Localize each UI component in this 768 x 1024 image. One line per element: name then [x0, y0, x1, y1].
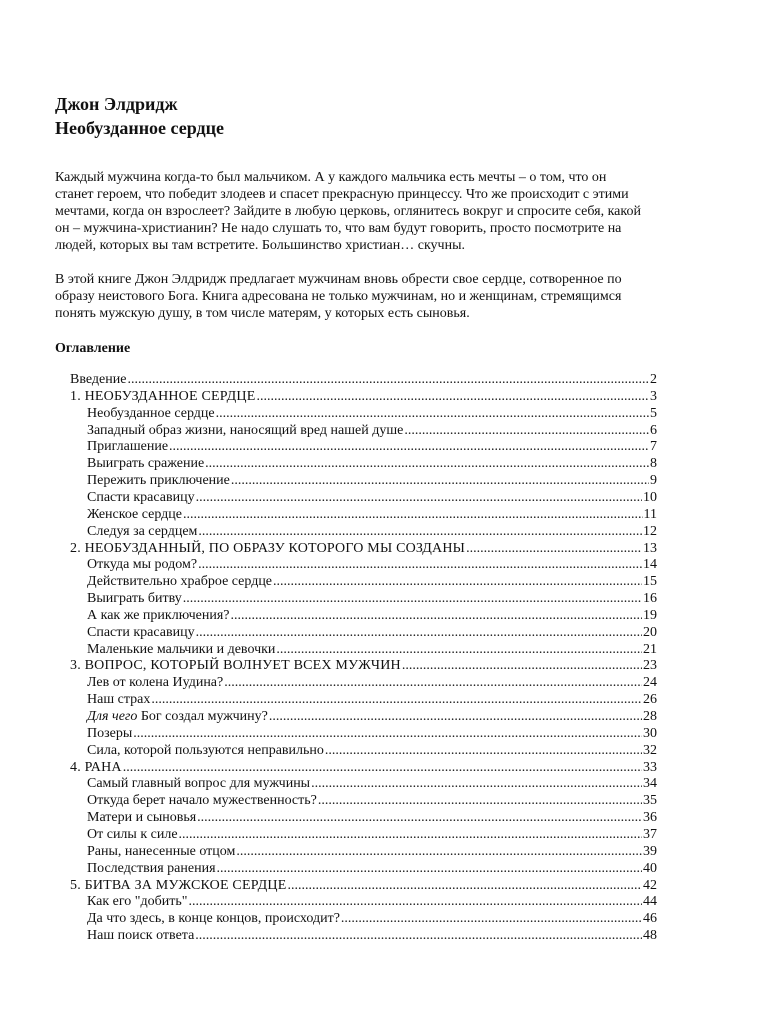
- toc-page-number: 46: [643, 911, 657, 927]
- toc-page-number: 10: [643, 489, 657, 505]
- toc-entry-label: Да что здесь, в конце концов, происходит?: [87, 911, 340, 927]
- toc-dot-leader: [195, 927, 642, 944]
- toc-entry[interactable]: [87, 792, 657, 809]
- toc-entry-label: Спасти красавицу: [87, 489, 195, 505]
- toc-page-number: 35: [643, 793, 657, 809]
- toc-dot-leader: [231, 607, 642, 624]
- toc-chapter-entry[interactable]: [70, 540, 657, 557]
- toc-entry-label: 1. НЕОБУЗДАННОЕ СЕРДЦЕ: [70, 388, 256, 404]
- toc-entry[interactable]: [87, 860, 657, 877]
- toc-page-number: 36: [643, 810, 657, 826]
- toc-entry[interactable]: [87, 826, 657, 843]
- toc-entry-label: Самый главный вопрос для мужчины: [87, 776, 311, 792]
- toc-entry[interactable]: [87, 742, 657, 759]
- toc-dot-leader: [188, 893, 642, 910]
- toc-page-number: 42: [643, 877, 657, 893]
- toc-entry-label: Откуда берет начало мужественность?: [87, 793, 317, 809]
- text-line: образу неистового Бога. Книга адресована не только мужчинам, но и женщинам, стремящимся: [55, 289, 622, 304]
- toc-dot-leader: [325, 742, 642, 759]
- toc-dot-leader: [231, 472, 649, 489]
- toc-entry-label: Как его "добить": [87, 894, 188, 910]
- toc-page-number: 16: [643, 591, 657, 607]
- toc-page-number: 28: [643, 709, 657, 724]
- toc-page-number: 39: [643, 843, 657, 859]
- intro-paragraph: [55, 169, 715, 254]
- toc-chapter-entry[interactable]: [70, 388, 657, 405]
- toc-chapter-entry[interactable]: [70, 877, 657, 894]
- toc-entry-emphasis: Для чего: [87, 709, 138, 724]
- toc-entry-label: Наш поиск ответа: [87, 928, 195, 944]
- toc-page-number: 21: [643, 641, 657, 657]
- toc-page-number: 20: [643, 624, 657, 640]
- toc-page-number: 34: [643, 776, 657, 792]
- toc-entry[interactable]: [87, 472, 657, 489]
- toc-heading: Оглавление: [55, 341, 131, 356]
- toc-entry[interactable]: [70, 371, 657, 388]
- toc-entry-label: Маленькие мальчики и девочки: [87, 641, 276, 657]
- toc-entry[interactable]: [87, 506, 657, 523]
- toc-page-number: 37: [643, 826, 657, 842]
- toc-page-number: 33: [643, 759, 657, 775]
- toc-entry-label: Введение: [70, 372, 127, 387]
- toc-entry-label: А как же приключения?: [87, 607, 230, 623]
- toc-entry[interactable]: [87, 708, 657, 725]
- toc-dot-leader: [183, 506, 643, 523]
- toc-dot-leader: [198, 556, 642, 573]
- toc-page-number: 8: [650, 456, 657, 472]
- text-line: он – мужчина-христианин? Не надо слушать то, что вам будут говорить, просто посмотрите на: [55, 221, 622, 236]
- toc-entry-label: Откуда мы родом?: [87, 557, 198, 573]
- text-line: Каждый мужчина когда-то был мальчиком. А у каждого мальчика есть мечты – о том, что он: [55, 170, 607, 185]
- toc-page-number: 30: [643, 725, 657, 741]
- toc-dot-leader: [151, 691, 642, 708]
- toc-entry-label: Необузданное сердце: [87, 405, 215, 421]
- toc-entry[interactable]: [87, 489, 657, 506]
- toc-page-number: 14: [643, 557, 657, 573]
- toc-entry-label: Спасти красавицу: [87, 624, 195, 640]
- toc-dot-leader: [276, 641, 642, 658]
- toc-entry[interactable]: [87, 725, 657, 742]
- toc-entry-label: Сила, которой пользуются неправильно: [87, 742, 324, 758]
- toc-page-number: 19: [643, 607, 657, 623]
- toc-dot-leader: [179, 826, 642, 843]
- toc-dot-leader: [133, 725, 642, 742]
- toc-entry-label: Наш страх: [87, 692, 151, 708]
- toc-entry-label: 5. БИТВА ЗА МУЖСКОЕ СЕРДЦЕ: [70, 877, 287, 893]
- toc-dot-leader: [217, 860, 642, 877]
- toc-dot-leader: [169, 438, 649, 455]
- toc-page-number: 15: [643, 574, 657, 590]
- text-line: людей, которых вы там встретите. Большинство христиан… скучны.: [55, 238, 465, 253]
- toc-dot-leader: [256, 388, 649, 405]
- toc-page-number: 13: [643, 540, 657, 556]
- toc-entry-label: Пережить приключение: [87, 473, 230, 489]
- toc-entry-label: Раны, нанесенные отцом: [87, 843, 236, 859]
- toc-entry[interactable]: [87, 523, 657, 540]
- toc-entry-label: [87, 708, 268, 725]
- toc-page-number: 11: [643, 506, 657, 522]
- toc-dot-leader: [273, 573, 642, 590]
- toc-entry-label: Последствия ранения: [87, 860, 216, 876]
- toc-entry-label: 3. ВОПРОС, КОТОРЫЙ ВОЛНУЕТ ВСЕХ МУЖЧИН: [70, 658, 401, 674]
- book-title: Необузданное сердце: [55, 118, 224, 138]
- toc-entry[interactable]: [87, 691, 657, 708]
- toc-entry[interactable]: [87, 573, 657, 590]
- toc-entry[interactable]: [87, 590, 657, 607]
- toc-dot-leader: [196, 624, 642, 641]
- toc-dot-leader: [196, 489, 642, 506]
- toc-entry[interactable]: [87, 927, 657, 944]
- toc-entry[interactable]: [87, 405, 657, 422]
- author-name: Джон Элдридж: [55, 94, 178, 114]
- toc-dot-leader: [466, 540, 642, 557]
- toc-entry[interactable]: [87, 893, 657, 910]
- toc-dot-leader: [318, 792, 642, 809]
- toc-entry[interactable]: [87, 809, 657, 826]
- text-line: В этой книге Джон Элдридж предлагает мужчинам вновь обрести свое сердце, сотворенное по: [55, 272, 622, 287]
- toc-entry[interactable]: [87, 422, 657, 439]
- toc-entry[interactable]: [87, 607, 657, 624]
- toc-entry[interactable]: [87, 455, 657, 472]
- toc-dot-leader: [287, 877, 642, 894]
- toc-page-number: 44: [643, 894, 657, 910]
- toc-entry-label: Действительно храброе сердце: [87, 574, 273, 590]
- toc-entry-label: Матери и сыновья: [87, 810, 197, 826]
- toc-page-number: 26: [643, 692, 657, 708]
- toc-entry-label: От силы к силе: [87, 826, 178, 842]
- toc-entry[interactable]: [87, 624, 657, 641]
- toc-chapter-entry[interactable]: [70, 657, 657, 674]
- toc-dot-leader: [341, 910, 642, 927]
- toc-entry-label: Женское сердце: [87, 506, 182, 522]
- toc-page-number: 7: [650, 439, 657, 455]
- toc-entry[interactable]: [87, 674, 657, 691]
- text-line: мечтами, когда он взрослеет? Зайдите в любую церковь, оглянитесь вокруг и спросите себя, какой: [55, 204, 641, 219]
- toc-dot-leader: [236, 843, 642, 860]
- toc-dot-leader: [198, 523, 642, 540]
- toc-dot-leader: [205, 455, 649, 472]
- toc-entry-label: 4. РАНА: [70, 759, 122, 775]
- toc-entry[interactable]: [87, 843, 657, 860]
- toc-entry[interactable]: [87, 910, 657, 927]
- toc-entry-label: Лев от колена Иудина?: [87, 675, 224, 691]
- toc-page-number: 3: [650, 388, 657, 404]
- toc-dot-leader: [402, 657, 642, 674]
- toc-dot-leader: [183, 590, 642, 607]
- toc-page-number: 48: [643, 928, 657, 944]
- toc-dot-leader: [224, 674, 642, 691]
- toc-entry-label: Выиграть битву: [87, 591, 182, 607]
- toc-page-number: 40: [643, 860, 657, 876]
- toc-page-number: 6: [650, 422, 657, 438]
- description-paragraph: [55, 271, 715, 322]
- toc-entry-label: 2. НЕОБУЗДАННЫЙ, ПО ОБРАЗУ КОТОРОГО МЫ СОЗДАНЫ: [70, 540, 466, 556]
- toc-page-number: 2: [650, 372, 657, 387]
- text-line: станет героем, что победит злодеев и спасет прекрасную принцессу. Что же происходит с этими: [55, 187, 629, 202]
- toc-entry[interactable]: [87, 556, 657, 573]
- toc-page-number: 9: [650, 473, 657, 489]
- toc-dot-leader: [404, 422, 649, 439]
- toc-page-number: 23: [643, 658, 657, 674]
- toc-page-number: 24: [643, 675, 657, 691]
- toc-page-number: 5: [650, 405, 657, 421]
- toc-entry-label-rest: Бог создал мужчину?: [137, 709, 268, 724]
- toc-entry-label: Следуя за сердцем: [87, 523, 198, 539]
- toc-entry-label: Приглашение: [87, 439, 169, 455]
- toc-chapter-entry[interactable]: [70, 759, 657, 776]
- toc-dot-leader: [197, 809, 642, 826]
- toc-page-number: 12: [643, 523, 657, 539]
- toc-dot-leader: [123, 759, 642, 776]
- toc-entry[interactable]: [87, 775, 657, 792]
- toc-entry[interactable]: [87, 438, 657, 455]
- text-line: понять мужскую душу, в том числе матерям, у которых есть сыновья.: [55, 306, 470, 321]
- toc-dot-leader: [127, 371, 649, 388]
- toc-entry-label: Позеры: [87, 725, 133, 741]
- toc-dot-leader: [311, 775, 642, 792]
- toc-dot-leader: [269, 708, 642, 725]
- toc-entry-label: Выиграть сражение: [87, 456, 205, 472]
- toc-entry[interactable]: [87, 641, 657, 658]
- toc-dot-leader: [216, 405, 649, 422]
- toc-page-number: 32: [643, 742, 657, 758]
- toc-entry-label: Западный образ жизни, наносящий вред нашей душе: [87, 422, 404, 438]
